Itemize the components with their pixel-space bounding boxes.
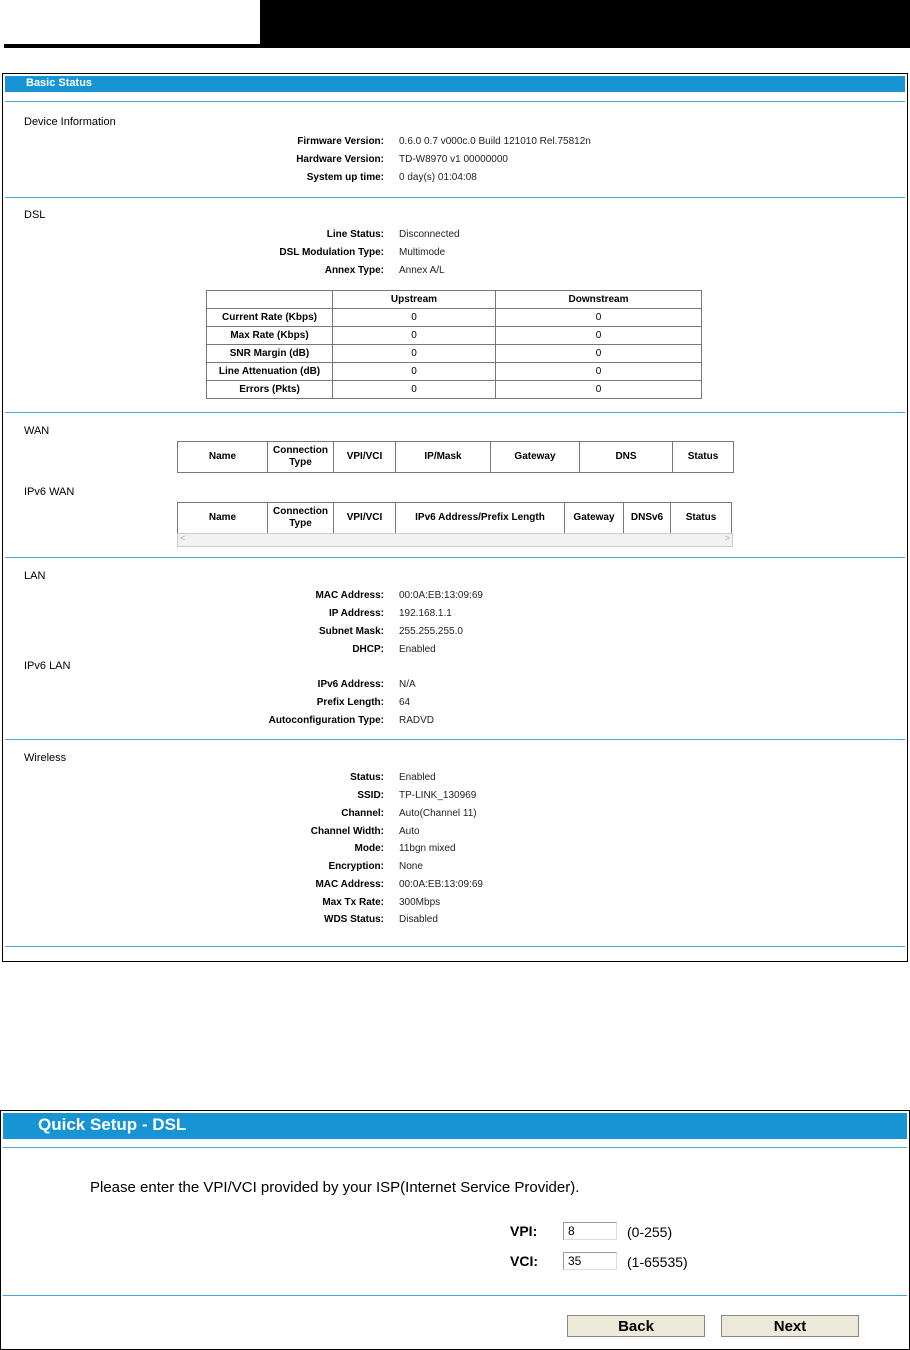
divider xyxy=(3,1295,907,1296)
table-header-cell: Downstream xyxy=(496,291,702,309)
vci-label: VCI: xyxy=(510,1253,538,1269)
lan-subnet-value: 255.255.255.0 xyxy=(399,626,463,637)
line-status-label: Line Status: xyxy=(326,229,384,240)
firmware-label: Firmware Version: xyxy=(297,136,384,147)
lan-mac-value: 00:0A:EB:13:09:69 xyxy=(399,590,483,601)
wan-table xyxy=(177,441,734,473)
table-header-cell: Name xyxy=(178,503,268,534)
channel-value: Auto(Channel 11) xyxy=(399,808,477,819)
ipv6-address-value: N/A xyxy=(399,679,416,690)
divider xyxy=(5,412,905,413)
header-white-area xyxy=(0,0,260,48)
divider xyxy=(5,557,905,558)
line-status-value: Disconnected xyxy=(399,229,460,240)
table-cell: 0 xyxy=(333,363,496,381)
table-row xyxy=(207,381,702,399)
wds-status-value: Disabled xyxy=(399,914,438,925)
table-header-cell: Connection Type xyxy=(268,442,334,473)
hardware-label: Hardware Version: xyxy=(296,154,384,165)
lan-ip-value: 192.168.1.1 xyxy=(399,608,452,619)
table-header-row xyxy=(178,503,732,534)
table-header-cell: VPI/VCI xyxy=(334,442,396,473)
table-cell: 0 xyxy=(333,327,496,345)
table-cell: 0 xyxy=(496,345,702,363)
device-info-heading: Device Information xyxy=(24,116,116,128)
divider xyxy=(5,946,905,947)
table-header-cell: Gateway xyxy=(565,503,624,534)
prefix-length-value: 64 xyxy=(399,697,411,708)
ipv6-address-label: IPv6 Address: xyxy=(317,679,384,690)
dsl-heading: DSL xyxy=(24,209,46,221)
table-row-label: Line Attenuation (dB) xyxy=(207,363,333,381)
lan-mac-label: MAC Address: xyxy=(315,590,384,601)
wireless-mac-label: MAC Address: xyxy=(315,879,384,890)
ipv6-wan-table xyxy=(177,502,732,534)
instruction-text: Please enter the VPI/VCI provided by your ISP(Internet Service Provider). xyxy=(90,1179,580,1196)
ipv6-lan-heading: IPv6 LAN xyxy=(24,660,71,672)
basic-status-title: Basic Status xyxy=(26,77,93,89)
table-cell: 0 xyxy=(333,345,496,363)
divider xyxy=(5,197,905,198)
quick-setup-panel xyxy=(0,1110,910,1350)
scroll-right-arrow-icon[interactable]: > xyxy=(724,533,730,543)
wan-heading: WAN xyxy=(24,425,50,437)
table-header-cell: IPv6 Address/Prefix Length xyxy=(396,503,565,534)
table-header-cell: Upstream xyxy=(333,291,496,309)
divider xyxy=(5,739,905,740)
wireless-status-value: Enabled xyxy=(399,772,436,783)
wireless-heading: Wireless xyxy=(24,752,67,764)
table-header-cell: Gateway xyxy=(491,442,580,473)
table-row xyxy=(207,327,702,345)
table-header-cell: DNSv6 xyxy=(624,503,671,534)
ipv6-wan-heading: IPv6 WAN xyxy=(24,486,75,498)
modulation-label: DSL Modulation Type: xyxy=(279,247,384,258)
max-tx-rate-label: Max Tx Rate: xyxy=(322,897,384,908)
channel-width-value: Auto xyxy=(399,826,420,837)
table-row-label: SNR Margin (dB) xyxy=(207,345,333,363)
mode-value: 11bgn mixed xyxy=(399,843,456,854)
table-row xyxy=(207,363,702,381)
annex-value: Annex A/L xyxy=(399,265,445,276)
table-header-cell: VPI/VCI xyxy=(334,503,396,534)
divider xyxy=(5,101,905,102)
uptime-label: System up time: xyxy=(306,172,384,183)
table-row-label: Errors (Pkts) xyxy=(207,381,333,399)
header-underline xyxy=(4,44,260,48)
table-header-row xyxy=(207,291,702,309)
header-black-bar xyxy=(260,0,910,48)
table-header-cell: Connection Type xyxy=(268,503,334,534)
vpi-input[interactable] xyxy=(563,1222,617,1240)
basic-status-title-bar xyxy=(5,76,905,92)
table-header-row xyxy=(178,442,734,473)
channel-label: Channel: xyxy=(341,808,384,819)
vpi-range: (0-255) xyxy=(627,1224,673,1240)
wireless-mac-value: 00:0A:EB:13:09:69 xyxy=(399,879,483,890)
encryption-label: Encryption: xyxy=(328,861,384,872)
vci-range: (1-65535) xyxy=(627,1254,688,1270)
divider xyxy=(3,1147,907,1148)
ssid-label: SSID: xyxy=(357,790,384,801)
table-row-label: Current Rate (Kbps) xyxy=(207,309,333,327)
table-cell: 0 xyxy=(496,363,702,381)
horizontal-scrollbar[interactable] xyxy=(177,533,733,547)
wireless-status-label: Status: xyxy=(350,772,384,783)
vpi-label: VPI: xyxy=(510,1223,538,1239)
channel-width-label: Channel Width: xyxy=(310,826,384,837)
hardware-value: TD-W8970 v1 00000000 xyxy=(399,154,508,165)
lan-dhcp-value: Enabled xyxy=(399,644,436,655)
table-row xyxy=(207,309,702,327)
table-cell: 0 xyxy=(333,309,496,327)
table-header-cell: Name xyxy=(178,442,268,473)
quick-setup-title: Quick Setup - DSL xyxy=(38,1115,187,1134)
prefix-length-label: Prefix Length: xyxy=(316,697,384,708)
table-header-cell: Status xyxy=(671,503,732,534)
max-tx-rate-value: 300Mbps xyxy=(399,897,441,908)
firmware-value: 0.6.0 0.7 v000c.0 Build 121010 Rel.75812n xyxy=(399,136,591,147)
lan-heading: LAN xyxy=(24,570,46,582)
mode-label: Mode: xyxy=(354,843,384,854)
table-header-cell: DNS xyxy=(580,442,673,473)
table-row xyxy=(207,345,702,363)
table-row-label: Max Rate (Kbps) xyxy=(207,327,333,345)
modulation-value: Multimode xyxy=(399,247,446,258)
table-header-cell: Status xyxy=(673,442,734,473)
scroll-left-arrow-icon[interactable]: < xyxy=(180,533,186,543)
table-cell: 0 xyxy=(496,327,702,345)
uptime-value: 0 day(s) 01:04:08 xyxy=(399,172,477,183)
quick-setup-title-bar xyxy=(3,1113,907,1139)
back-button[interactable]: Back xyxy=(567,1315,705,1337)
lan-ip-label: IP Address: xyxy=(328,608,384,619)
autoconfig-value: RADVD xyxy=(399,715,435,726)
basic-status-panel xyxy=(2,73,908,962)
next-button[interactable]: Next xyxy=(721,1315,859,1337)
encryption-value: None xyxy=(399,861,423,872)
table-header-cell xyxy=(207,291,333,309)
table-cell: 0 xyxy=(496,309,702,327)
table-header-cell: IP/Mask xyxy=(396,442,491,473)
vci-input[interactable] xyxy=(563,1252,617,1270)
table-cell: 0 xyxy=(333,381,496,399)
wds-status-label: WDS Status: xyxy=(324,914,384,925)
autoconfig-label: Autoconfiguration Type: xyxy=(268,715,384,726)
annex-label: Annex Type: xyxy=(324,265,384,276)
ssid-value: TP-LINK_130969 xyxy=(399,790,477,801)
lan-dhcp-label: DHCP: xyxy=(352,644,384,655)
lan-subnet-label: Subnet Mask: xyxy=(318,626,384,637)
dsl-stats-table xyxy=(206,290,702,399)
table-cell: 0 xyxy=(496,381,702,399)
